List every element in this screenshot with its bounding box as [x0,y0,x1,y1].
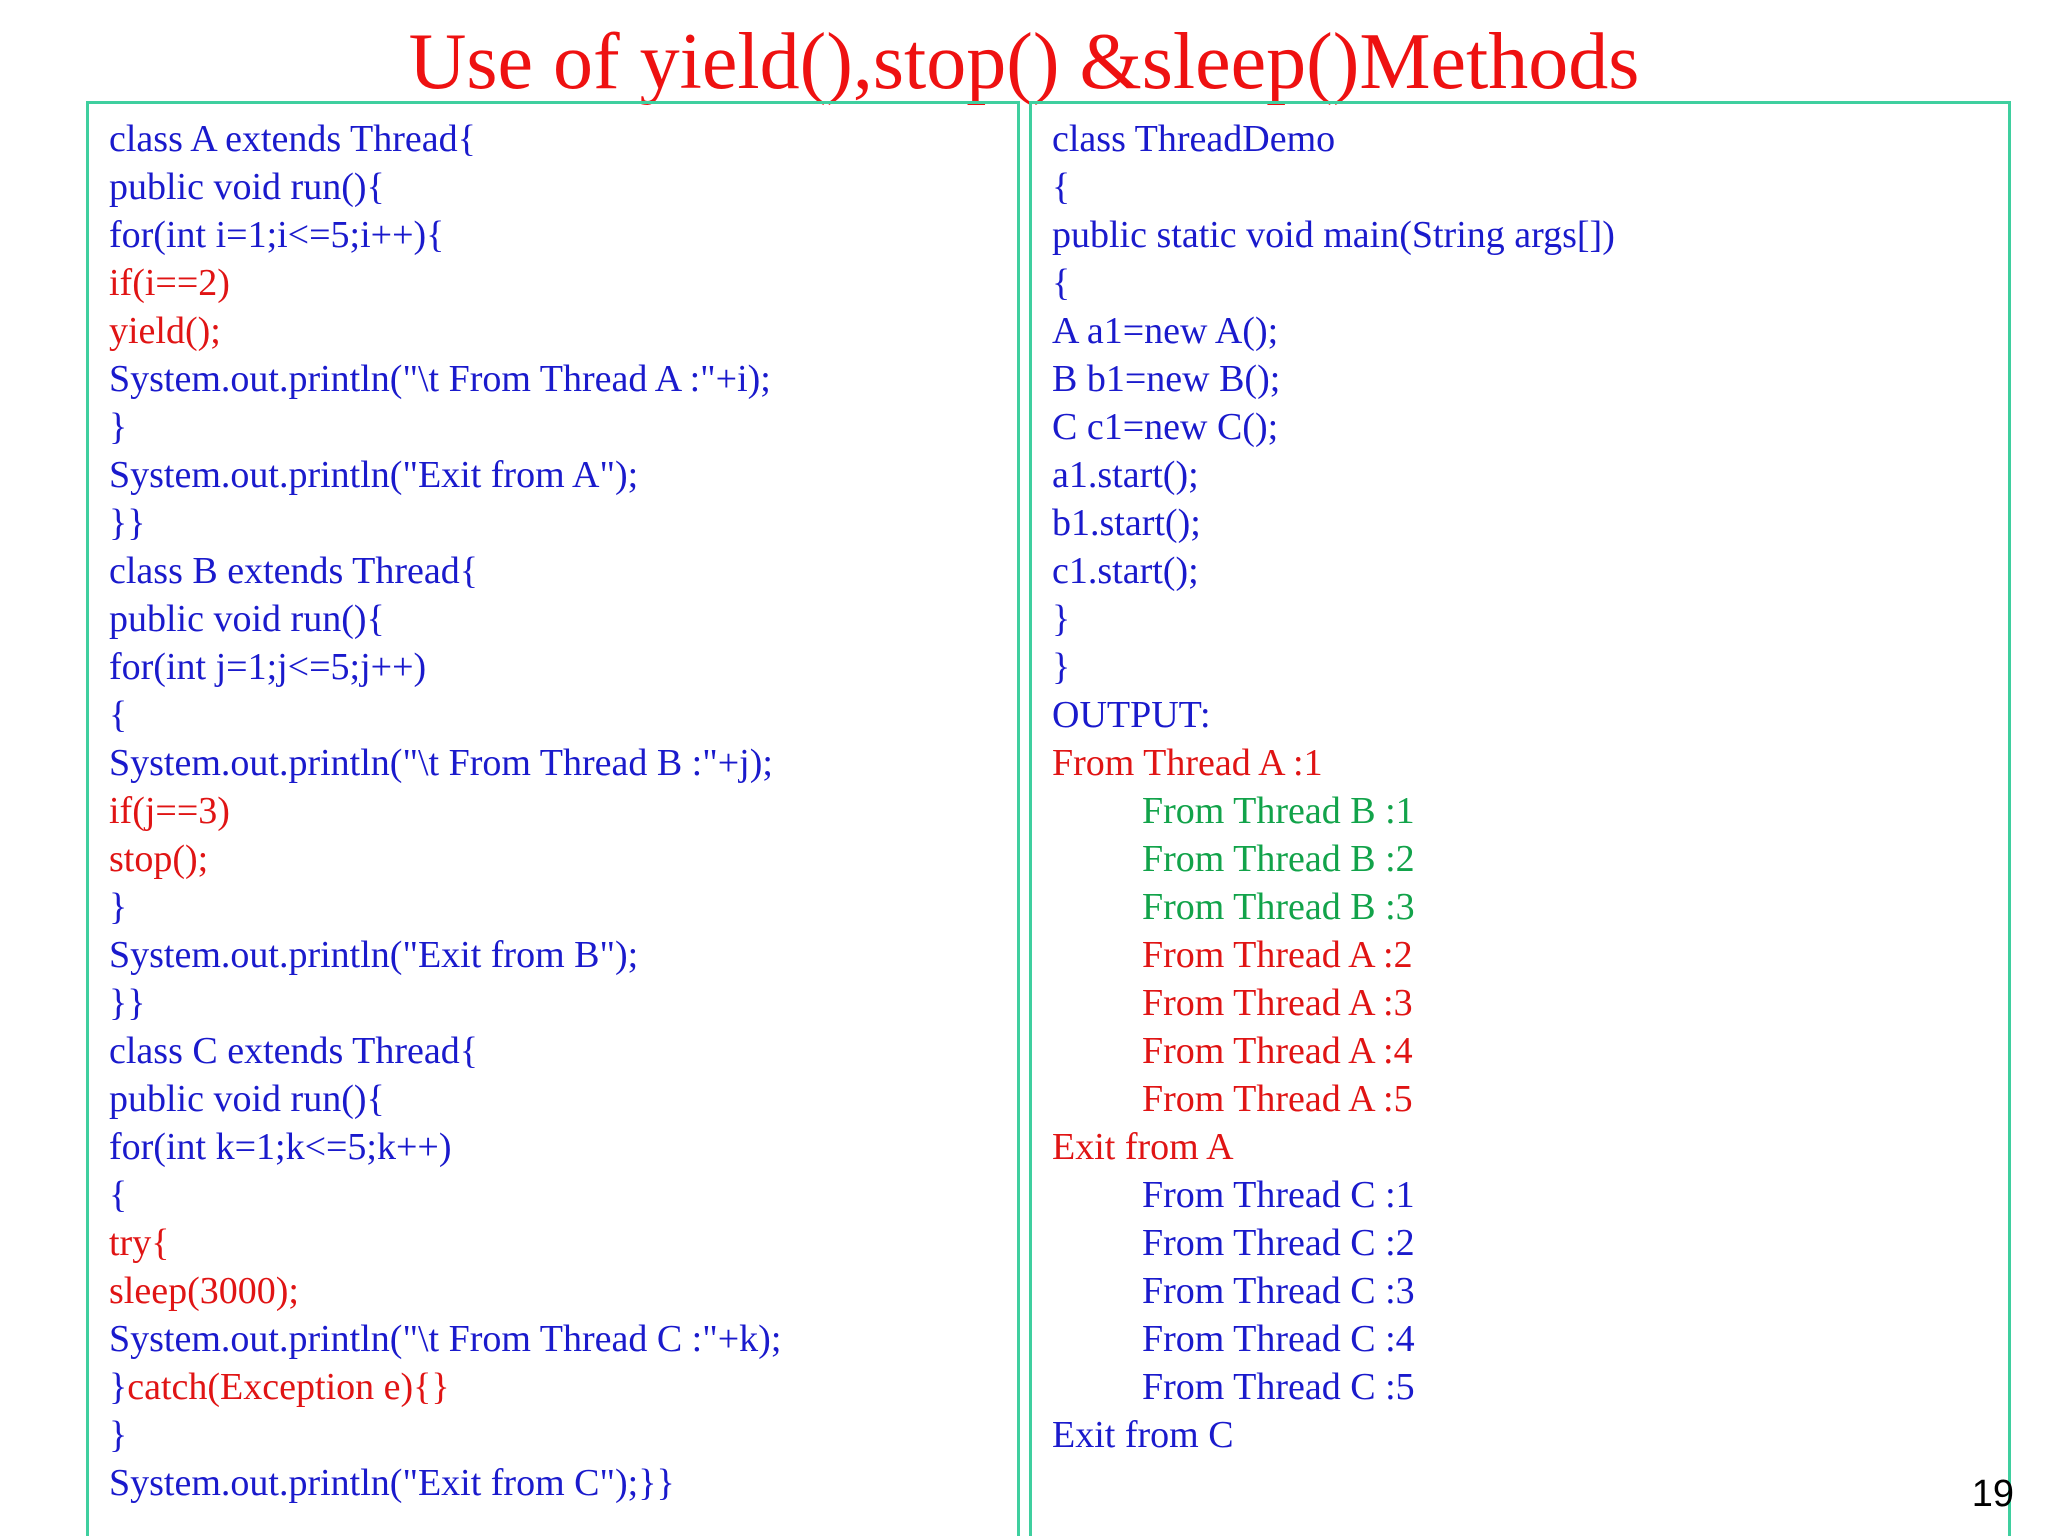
catch-clause: catch(Exception e){} [127,1366,450,1408]
code-line-highlight: stop(); [109,838,209,880]
code-line: } [109,406,128,448]
output-line-thread-c: From Thread C :2 [1142,1222,1415,1264]
code-line: } [1052,598,1071,640]
code-line: B b1=new B(); [1052,358,1281,400]
output-line-thread-a: From Thread A :2 [1142,934,1413,976]
code-line-highlight: sleep(3000); [109,1270,299,1312]
code-line: C c1=new C(); [1052,406,1279,448]
left-code-listing [109,115,1017,1507]
output-line-thread-a: From Thread A :5 [1142,1078,1413,1120]
code-line: public void run(){ [109,1078,385,1120]
output-line-thread-a: From Thread A :4 [1142,1030,1413,1072]
code-line: } [1052,646,1071,688]
output-line-thread-a: From Thread A :1 [1052,742,1323,784]
code-line: { [109,694,128,736]
right-code-box [1029,101,2011,1536]
code-line: { [1052,262,1071,304]
output-line-thread-b: From Thread B :2 [1142,838,1415,880]
output-line-thread-a: From Thread A :3 [1142,982,1413,1024]
code-line: class A extends Thread{ [109,118,476,160]
code-line: System.out.println("Exit from C");}} [109,1462,675,1504]
code-line: b1.start(); [1052,502,1201,544]
output-line-thread-b: From Thread B :1 [1142,790,1415,832]
slide-title: Use of yield(),stop() &sleep()Methods [408,18,1640,106]
output-line-thread-c: From Thread C :4 [1142,1318,1415,1360]
code-line-highlight: if(j==3) [109,790,230,832]
code-line: A a1=new A(); [1052,310,1279,352]
code-line: for(int k=1;k<=5;k++) [109,1126,452,1168]
code-line: for(int i=1;i<=5;i++){ [109,214,445,256]
page-number: 19 [1971,1473,2014,1515]
code-line-catch [109,1363,1017,1411]
output-line-thread-c: From Thread C :3 [1142,1270,1415,1312]
code-line-highlight: if(i==2) [109,262,230,304]
code-line: public void run(){ [109,598,385,640]
code-line-highlight: try{ [109,1222,170,1264]
code-line: class B extends Thread{ [109,550,478,592]
code-line: { [109,1174,128,1216]
right-code-listing [1052,115,2008,1459]
code-line: public static void main(String args[]) [1052,214,1615,256]
code-line: class C extends Thread{ [109,1030,478,1072]
output-line-exit-c: Exit from C [1052,1414,1234,1456]
code-line: a1.start(); [1052,454,1199,496]
code-line: }} [109,502,146,544]
output-line-thread-c: From Thread C :5 [1142,1366,1415,1408]
code-line: System.out.println("\t From Thread C :"+k); [109,1318,782,1360]
code-line: { [1052,166,1071,208]
code-line: System.out.println("\t From Thread B :"+j); [109,742,773,784]
left-code-box [86,101,1020,1536]
output-line-thread-c: From Thread C :1 [1142,1174,1415,1216]
code-line: }} [109,982,146,1024]
output-line-exit-a: Exit from A [1052,1126,1234,1168]
code-line: System.out.println("Exit from A"); [109,454,639,496]
code-line: } [109,1414,128,1456]
code-line: class ThreadDemo [1052,118,1336,160]
code-line: } [109,886,128,928]
catch-brace: } [109,1366,128,1408]
output-heading: OUTPUT: [1052,694,1211,736]
code-line: System.out.println("Exit from B"); [109,934,639,976]
code-line: c1.start(); [1052,550,1199,592]
code-line: public void run(){ [109,166,385,208]
code-line: System.out.println("\t From Thread A :"+i); [109,358,771,400]
code-line-highlight: yield(); [109,310,221,352]
code-line: for(int j=1;j<=5;j++) [109,646,427,688]
output-line-thread-b: From Thread B :3 [1142,886,1415,928]
